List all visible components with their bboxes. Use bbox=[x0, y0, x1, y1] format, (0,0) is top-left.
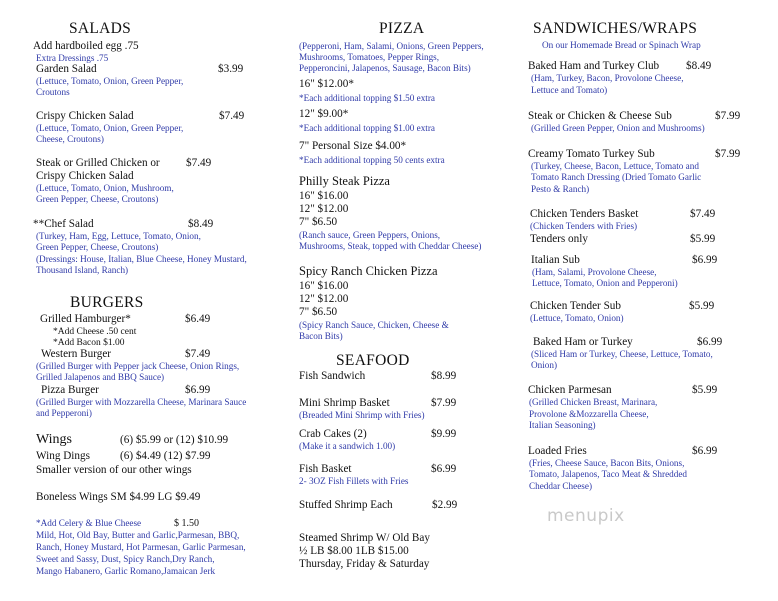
menu-item-price: $6.99 bbox=[431, 463, 457, 475]
menu-item-name: **Chef Salad bbox=[33, 218, 94, 230]
seafood-heading: SEAFOOD bbox=[336, 352, 410, 369]
menu-item-desc: (Grilled Burger with Pepper jack Cheese, Onion Rings, bbox=[36, 361, 240, 371]
menu-item-price: $5.99 bbox=[692, 384, 718, 396]
menu-item-price: $2.99 bbox=[432, 499, 458, 511]
menu-item-price: $6.99 bbox=[697, 336, 723, 348]
pizza-toppings: Pepperoncini, Jalapenos, Sausage, Bacon Bits) bbox=[299, 63, 471, 73]
menu-item-extra: *Add Cheese .50 cent bbox=[53, 327, 137, 337]
boneless-wings: Boneless Wings SM $4.99 LG $9.49 bbox=[36, 491, 201, 503]
pizza-toppings: (Pepperoni, Ham, Salami, Onions, Green Peppers, bbox=[299, 41, 484, 51]
menu-item-price: $9.99 bbox=[431, 428, 457, 440]
menu-item-desc: Green Pepper, Cheese, Croutons) bbox=[36, 194, 159, 204]
wings-note: Smaller version of our other wings bbox=[36, 464, 192, 476]
menu-item-desc: (Lettuce, Tomato, Onion) bbox=[530, 313, 624, 323]
menu-item-desc: (Breaded Mini Shrimp with Fries) bbox=[299, 410, 425, 420]
menu-item-desc: (Grilled Green Pepper, Onion and Mushrooms) bbox=[531, 123, 705, 133]
menu-item-desc: (Lettuce, Tomato, Onion, Mushroom, bbox=[36, 183, 174, 193]
menu-item-price: $8.49 bbox=[686, 60, 712, 72]
menu-item-desc: (Turkey, Cheese, Bacon, Lettuce, Tomato and bbox=[531, 161, 699, 171]
menu-item-desc: Cheddar Cheese) bbox=[529, 481, 593, 491]
wing-flavors: Mild, Hot, Old Bay, Butter and Garlic,Parmesan, BBQ, bbox=[36, 530, 240, 540]
menu-item-name: Fish Sandwich bbox=[299, 370, 366, 382]
menu-item-name: Italian Sub bbox=[531, 254, 580, 266]
menu-item-desc: (Make it a sandwich 1.00) bbox=[299, 441, 396, 451]
menu-item-desc: (Ranch sauce, Green Peppers, Onions, bbox=[299, 230, 441, 240]
pizza-price: 16" $16.00 bbox=[299, 190, 349, 202]
wings-label: Wings bbox=[36, 432, 72, 447]
menu-item-desc: Mushrooms, Steak, topped with Cheddar Cheese) bbox=[299, 241, 482, 251]
pizza-size-note: *Each additional topping 50 cents extra bbox=[299, 155, 445, 165]
menu-item-name: Crispy Chicken Salad bbox=[36, 170, 134, 182]
menu-item-desc: (Dressings: House, Italian, Blue Cheese, Honey Mustard, bbox=[36, 254, 247, 264]
menu-item-price: $6.99 bbox=[692, 445, 718, 457]
menu-item-desc: Tomato Ranch Dressing (Dried Tomato Garlic bbox=[531, 172, 702, 182]
menu-item-desc: (Ham, Salami, Provolone Cheese, bbox=[532, 267, 657, 277]
menu-item-price: $7.99 bbox=[431, 397, 457, 409]
menu-item-desc: Lettuce and Tomato) bbox=[531, 85, 608, 95]
menu-item-desc: 2- 3OZ Fish Fillets with Fries bbox=[299, 476, 409, 486]
menu-item-price: $7.49 bbox=[185, 348, 211, 360]
menu-item-name: Steak or Grilled Chicken or bbox=[36, 157, 160, 169]
menu-item-desc: (Spicy Ranch Sauce, Chicken, Cheese & bbox=[299, 320, 449, 330]
menu-item-name: Western Burger bbox=[41, 348, 112, 360]
menu-item-desc: (Chicken Tenders with Fries) bbox=[530, 221, 638, 231]
menu-item-name: Garden Salad bbox=[36, 63, 97, 75]
pizza-toppings: Mushrooms, Tomatoes, Pepper Rings, bbox=[299, 52, 440, 62]
wing-dings-price: (6) $4.49 (12) $7.99 bbox=[120, 450, 211, 462]
menu-item-price: $3.99 bbox=[218, 63, 244, 75]
menu-item-name: Fish Basket bbox=[299, 463, 352, 475]
menu-item-desc: Cheese, Croutons) bbox=[36, 134, 104, 144]
menu-item-price: $5.99 bbox=[689, 300, 715, 312]
wing-dings-label: Wing Dings bbox=[36, 450, 90, 462]
menu-item-price: $7.99 bbox=[715, 110, 741, 122]
menu-item-name: Baked Ham or Turkey bbox=[533, 336, 633, 348]
pizza-price: 12" $12.00 bbox=[299, 293, 349, 305]
wing-flavors: Sweet and Sassy, Dust, Spicy Ranch,Dry Ranch, bbox=[36, 554, 215, 564]
menu-item-price: $5.99 bbox=[690, 233, 716, 245]
menu-item-name: Philly Steak Pizza bbox=[299, 174, 390, 188]
menu-item-price: $8.99 bbox=[431, 370, 457, 382]
menu-item-desc: Tomato, Jalapenos, Taco Meat & Shredded bbox=[529, 469, 688, 479]
pizza-size-note: *Each additional topping $1.00 extra bbox=[299, 123, 435, 133]
steamed-shrimp-price: ½ LB $8.00 1LB $15.00 bbox=[299, 545, 409, 557]
menu-item-desc: Provolone &Mozzarella Cheese, bbox=[529, 409, 649, 419]
menu-item-desc: Onion) bbox=[531, 360, 558, 370]
pizza-heading: PIZZA bbox=[379, 20, 425, 37]
celery-addon-price: $ 1.50 bbox=[174, 518, 199, 529]
steamed-shrimp-days: Thursday, Friday & Saturday bbox=[299, 558, 430, 570]
wing-flavors: Mango Habanero, Garlic Romano,Jamaican Jerk bbox=[36, 566, 216, 576]
menupix-watermark: menupix bbox=[547, 506, 625, 526]
menu-item-name: Mini Shrimp Basket bbox=[299, 397, 390, 409]
menu-item-desc: (Fries, Cheese Sauce, Bacon Bits, Onions, bbox=[529, 458, 685, 468]
steamed-shrimp: Steamed Shrimp W/ Old Bay bbox=[299, 532, 430, 544]
menu-item-desc: (Sliced Ham or Turkey, Cheese, Lettuce, Tomato, bbox=[531, 349, 713, 359]
pizza-size-note: *Each additional topping $1.50 extra bbox=[299, 93, 435, 103]
menu-item-extra: *Add Bacon $1.00 bbox=[53, 338, 125, 348]
burgers-heading: BURGERS bbox=[70, 294, 144, 311]
menu-item-name: Creamy Tomato Turkey Sub bbox=[528, 148, 655, 160]
pizza-price: 16" $16.00 bbox=[299, 280, 349, 292]
pizza-size: 16" $12.00* bbox=[299, 78, 354, 90]
menu-item-name: Tenders only bbox=[530, 233, 588, 245]
menu-item-desc: Grilled Jalapenos and BBQ Sauce) bbox=[36, 372, 165, 382]
menu-item-price: $8.49 bbox=[188, 218, 214, 230]
menu-item-desc: (Lettuce, Tomato, Onion, Green Pepper, bbox=[36, 123, 184, 133]
menu-item-name: Crab Cakes (2) bbox=[299, 428, 367, 440]
wings-price: (6) $5.99 or (12) $10.99 bbox=[120, 434, 229, 446]
menu-item-desc: Thousand Island, Ranch) bbox=[36, 265, 129, 275]
menu-item-price: $7.49 bbox=[186, 157, 212, 169]
menu-item-name: Pizza Burger bbox=[41, 384, 99, 396]
pizza-price: 12" $12.00 bbox=[299, 203, 349, 215]
sandwiches-subheading: On our Homemade Bread or Spinach Wrap bbox=[542, 40, 701, 50]
menu-item-desc: (Grilled Burger with Mozzarella Cheese, Marinara Sauce bbox=[36, 397, 247, 407]
menu-item-desc: Green Pepper, Cheese, Croutons) bbox=[36, 242, 159, 252]
menu-item-price: $7.99 bbox=[715, 148, 741, 160]
wing-flavors: Ranch, Honey Mustard, Hot Parmesan, Garlic Parmesan, bbox=[36, 542, 246, 552]
menu-item-desc: (Grilled Chicken Breast, Marinara, bbox=[529, 397, 658, 407]
menu-item-name: Stuffed Shrimp Each bbox=[299, 499, 393, 511]
menu-item-name: Chicken Parmesan bbox=[528, 384, 612, 396]
menu-item-desc: Italian Seasoning) bbox=[529, 420, 596, 430]
menu-item-price: $7.49 bbox=[219, 110, 245, 122]
salads-note-egg: Add hardboiled egg .75 bbox=[33, 40, 139, 52]
menu-item-desc: (Ham, Turkey, Bacon, Provolone Cheese, bbox=[531, 73, 684, 83]
menu-item-name: Steak or Chicken & Cheese Sub bbox=[528, 110, 672, 122]
sandwiches-heading: SANDWICHES/WRAPS bbox=[533, 20, 698, 37]
menu-item-name: Baked Ham and Turkey Club bbox=[528, 60, 660, 72]
celery-addon: *Add Celery & Blue Cheese bbox=[36, 518, 142, 528]
menu-item-name: Spicy Ranch Chicken Pizza bbox=[299, 264, 438, 278]
menu-item-price: $7.49 bbox=[690, 208, 716, 220]
salads-heading: SALADS bbox=[69, 20, 132, 37]
menu-item-price: $6.99 bbox=[185, 384, 211, 396]
menu-item-desc: Lettuce, Tomato, Onion and Pepperoni) bbox=[532, 278, 678, 288]
pizza-size: 7" Personal Size $4.00* bbox=[299, 140, 407, 152]
menu-item-desc: Bacon Bits) bbox=[299, 331, 343, 341]
menu-item-name: Grilled Hamburger* bbox=[40, 313, 131, 325]
pizza-price: 7" $6.50 bbox=[299, 216, 338, 228]
menu-item-desc: Croutons bbox=[36, 87, 70, 97]
menu-item-name: Crispy Chicken Salad bbox=[36, 110, 134, 122]
pizza-price: 7" $6.50 bbox=[299, 306, 338, 318]
menu-item-name: Loaded Fries bbox=[528, 445, 587, 457]
menu-item-name: Chicken Tenders Basket bbox=[530, 208, 639, 220]
menu-item-desc: Pesto & Ranch) bbox=[531, 184, 590, 194]
menu-item-name: Chicken Tender Sub bbox=[530, 300, 621, 312]
menu-item-desc: and Pepperoni) bbox=[36, 408, 92, 418]
menu-item-desc: (Turkey, Ham, Egg, Lettuce, Tomato, Onion, bbox=[36, 231, 201, 241]
menu-item-desc: (Lettuce, Tomato, Onion, Green Pepper, bbox=[36, 76, 184, 86]
menu-item-price: $6.49 bbox=[185, 313, 211, 325]
menu-item-price: $6.99 bbox=[692, 254, 718, 266]
pizza-size: 12" $9.00* bbox=[299, 108, 349, 120]
salads-note-dressing: Extra Dressings .75 bbox=[36, 53, 109, 63]
